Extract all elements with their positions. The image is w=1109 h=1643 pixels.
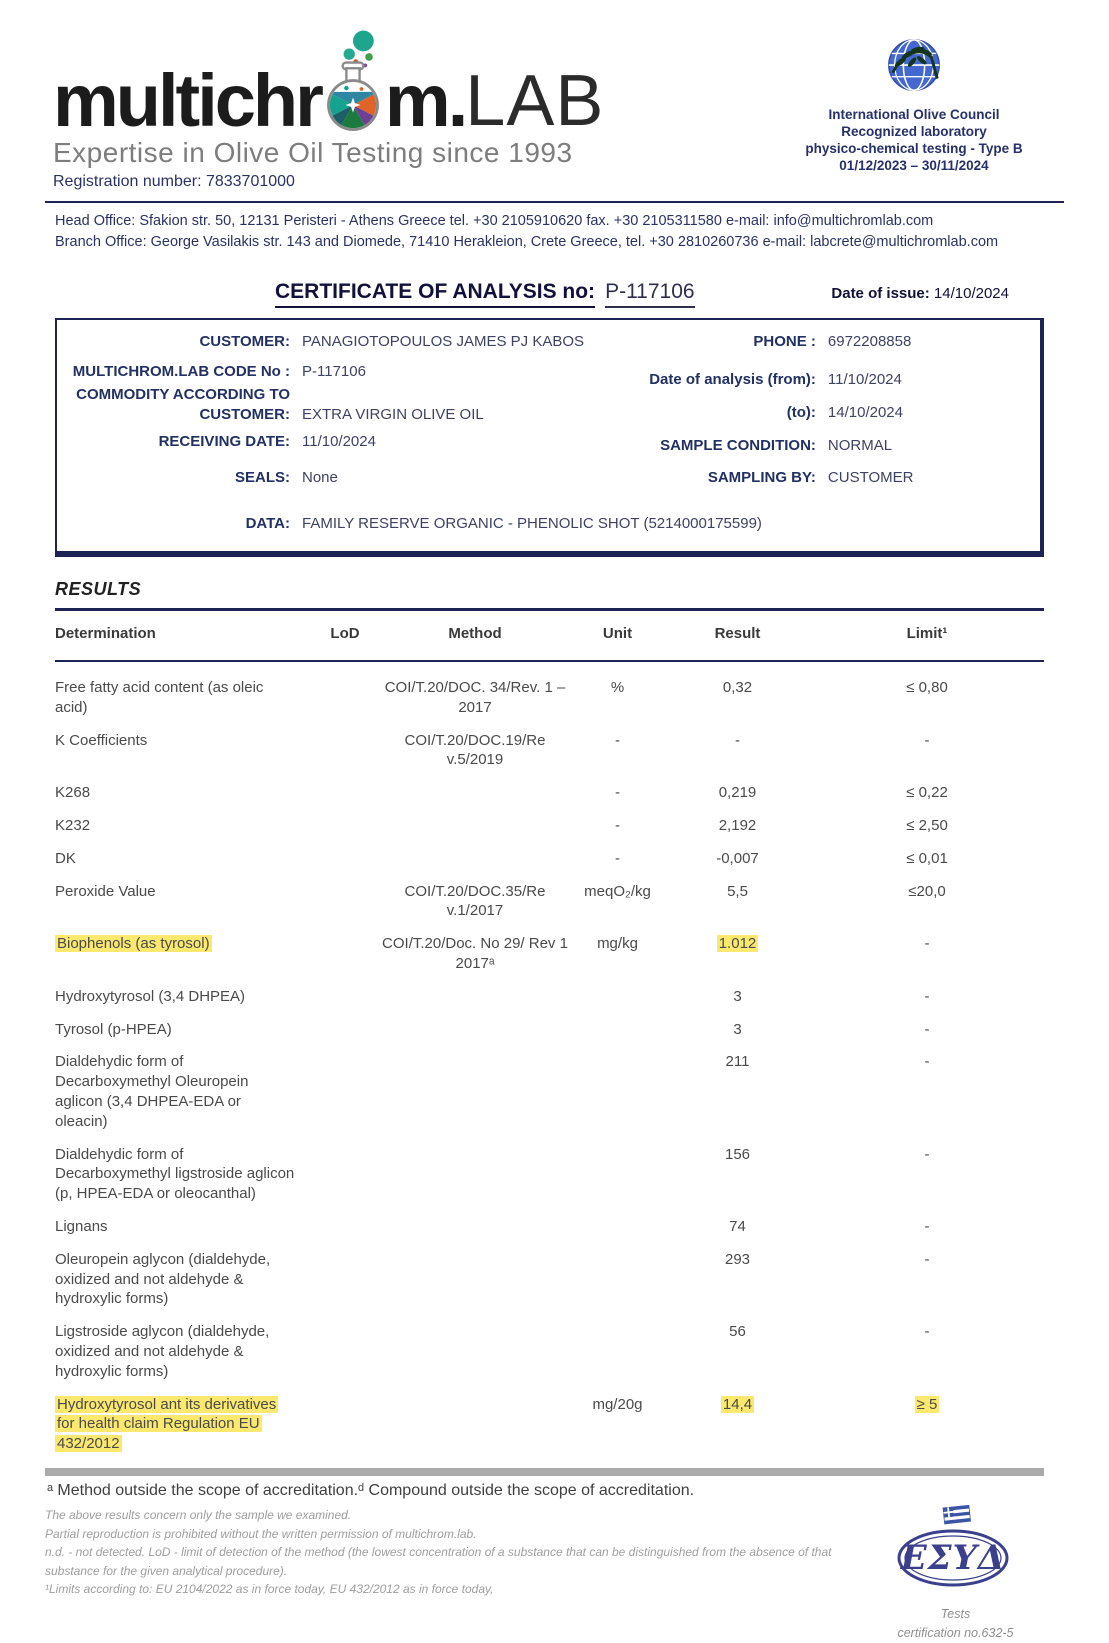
- sampling-by-field: [603, 468, 1024, 488]
- cell-lod: [310, 1395, 380, 1454]
- cell-result: 156: [724, 1145, 751, 1163]
- seals-field: [67, 468, 603, 488]
- cell-lod: [310, 1052, 380, 1131]
- cell-determination: Tyrosol (p-HPEA): [55, 1020, 172, 1038]
- data-label: DATA:: [245, 514, 290, 532]
- cell-result: 74: [729, 1218, 746, 1236]
- cell-result: 293: [724, 1250, 751, 1268]
- cell-method: [380, 849, 570, 869]
- sample-condition-label: SAMPLE CONDITION:: [660, 436, 816, 454]
- commodity-field: [67, 385, 603, 424]
- receiving-date-field: [67, 432, 603, 452]
- esyd-certification: [865, 1506, 1046, 1643]
- logo-tagline: Expertise in Olive Oil Testing since 1993: [53, 136, 573, 168]
- sample-condition-field: [603, 436, 1024, 456]
- data-field: [67, 514, 1024, 534]
- cell-limit: -: [924, 1250, 930, 1268]
- cell-result: 211: [725, 1053, 750, 1071]
- cell-result: 1.012: [718, 935, 757, 953]
- results-table-row: [55, 1145, 1044, 1204]
- seals-label: SEALS:: [234, 468, 290, 486]
- results-table-row: [55, 816, 1044, 836]
- cell-result: 3: [733, 987, 742, 1005]
- cell-determination: K232: [55, 817, 91, 835]
- cell-unit: [570, 1145, 665, 1204]
- cell-lod: [310, 1020, 380, 1040]
- phone-value: 6972208858: [827, 333, 912, 351]
- column-header-method: Method: [448, 625, 502, 643]
- flask-icon: [320, 30, 386, 135]
- results-table-row: [55, 1250, 1044, 1309]
- footer-gray-bar: [45, 1468, 1044, 1476]
- cell-lod: [310, 1250, 380, 1309]
- results-table: [55, 611, 1044, 654]
- cell-limit: ≤ 0,01: [906, 849, 948, 867]
- esyd-caption-line2: certification no.632-5: [897, 1625, 1014, 1640]
- certificate-number: P-117106: [605, 280, 695, 308]
- cell-determination: Hydroxytyrosol ant its derivatives for health claim Regulation EU 432/2012: [57, 1395, 277, 1453]
- cell-lod: [310, 678, 380, 718]
- cell-unit: mg/kg: [597, 935, 638, 953]
- cell-unit: [570, 1322, 665, 1381]
- column-header-unit: Unit: [602, 625, 633, 643]
- column-header-determination: Determination: [55, 625, 156, 643]
- cell-lod: [310, 1217, 380, 1237]
- cell-lod: [310, 731, 380, 771]
- sample-info-box: [55, 318, 1044, 557]
- cell-determination: Peroxide Value: [55, 882, 156, 900]
- cell-determination: K Coefficients: [55, 731, 148, 749]
- cell-unit: %: [610, 679, 625, 697]
- cell-determination: Hydroxytyrosol (3,4 DHPEA): [55, 987, 246, 1005]
- results-section-title: RESULTS: [55, 579, 142, 600]
- analysis-to-value: 14/10/2024: [827, 404, 903, 422]
- cell-determination: Oleuropein aglycon (dialdehyde, oxidized and not aldehyde & hydroxylic forms): [55, 1250, 271, 1308]
- esyd-caption-line1: Tests: [940, 1607, 971, 1621]
- cell-lod: [310, 987, 380, 1007]
- analysis-to-field: [603, 403, 1024, 423]
- results-table-header: [55, 611, 1044, 654]
- cell-unit: -: [615, 731, 620, 749]
- cell-limit: -: [924, 1145, 930, 1163]
- cell-limit: -: [924, 1218, 930, 1236]
- cell-limit: ≤ 0,80: [906, 679, 948, 697]
- cell-determination: Dialdehydic form of Decarboxymethyl ligstroside aglicon (p, HPEA-EDA or oleocanthal): [55, 1145, 295, 1203]
- results-table-body: [55, 662, 1044, 1454]
- multichrom-logo: [45, 30, 604, 191]
- fine-print-line4: ¹Limits according to: EU 2104/2022 as in force today, EU 432/2012 as in force today,: [45, 1582, 494, 1597]
- cell-unit: -: [615, 817, 620, 835]
- cell-method: [380, 1145, 570, 1204]
- sampling-by-value: CUSTOMER: [827, 469, 914, 487]
- cell-result: 3: [733, 1020, 742, 1038]
- cell-method: [380, 1250, 570, 1309]
- cell-lod: [310, 849, 380, 869]
- cell-result: -0,007: [716, 849, 759, 867]
- results-table-row: [55, 882, 1044, 922]
- cell-determination: Dialdehydic form of Decarboxymethyl Oleuropein aglicon (3,4 DHPEA-EDA or oleacin): [55, 1053, 249, 1130]
- cell-limit: -: [924, 1020, 930, 1038]
- phone-label: PHONE :: [753, 333, 816, 351]
- certificate-title: CERTIFICATE OF ANALYSIS no:: [275, 280, 595, 308]
- cell-method: COI/T.20/Doc. No 29/ Rev 1 2017ᵃ: [382, 935, 568, 973]
- analysis-from-field: [603, 370, 1024, 390]
- sampling-by-label: SAMPLING BY:: [707, 469, 816, 487]
- cell-limit: -: [924, 1323, 930, 1341]
- cell-determination: Lignans: [55, 1218, 108, 1236]
- cell-limit: ≤ 2,50: [906, 817, 948, 835]
- head-office-address: Head Office: Sfakion str. 50, 12131 Peristeri - Athens Greece tel. +30 2105910620 fax. +30 2105311580 e-mail: info@multichromlab.com: [55, 212, 934, 229]
- branch-office-address: Branch Office: George Vasilakis str. 143 and Diomede, 71410 Herakleion, Crete Greece, tel. +30 2810260736 e-mail: labcrete@multichromlab.com: [55, 234, 999, 251]
- cell-lod: [310, 934, 380, 974]
- fine-print-line2: Partial reproduction is prohibited without the written permission of multichrom.lab.: [45, 1526, 477, 1541]
- cell-result: 56: [729, 1323, 746, 1341]
- fine-print-line3: n.d. - not detected. LoD - limit of detection of the method (the lowest concentration of a substance that can be distinguished from the absence of that substance for the given analytical procedure).: [45, 1545, 832, 1578]
- cell-unit: [570, 987, 665, 1007]
- results-table-row: [55, 1217, 1044, 1237]
- cell-result: 0,32: [722, 679, 753, 697]
- results-table-row: [55, 1020, 1044, 1040]
- fine-print-line1: The above results concern only the sample we examined.: [45, 1508, 352, 1522]
- accreditation-footnote: ᵃ Method outside the scope of accreditation.ᵈ Compound outside the scope of accreditation.: [47, 1482, 695, 1499]
- cell-unit: [570, 1020, 665, 1040]
- customer-label: CUSTOMER:: [199, 333, 290, 351]
- cell-result: 14,4: [722, 1395, 753, 1413]
- cell-method: [380, 783, 570, 803]
- certificate-title-row: [45, 280, 1064, 308]
- lab-code-label: MULTICHROM.LAB CODE No :: [72, 362, 290, 380]
- results-table-row: [55, 678, 1044, 718]
- customer-value: PANAGIOTOPOULOS JAMES PJ KABOS: [302, 333, 585, 351]
- commodity-label-line1: COMMODITY ACCORDING TO: [76, 386, 290, 404]
- commodity-value: EXTRA VIRGIN OLIVE OIL: [302, 405, 484, 423]
- date-of-issue-value: 14/10/2024: [933, 285, 1009, 303]
- cell-method: [380, 1395, 570, 1454]
- cell-method: [380, 987, 570, 1007]
- cell-method: COI/T.20/DOC.35/Re v.1/2017: [404, 882, 546, 920]
- cell-unit: -: [615, 849, 620, 867]
- results-table-row: [55, 1322, 1044, 1381]
- cell-result: 0,219: [718, 784, 757, 802]
- receiving-date-label: RECEIVING DATE:: [158, 433, 290, 451]
- ioc-line1: International Olive Council: [828, 107, 1000, 122]
- cell-lod: [310, 783, 380, 803]
- ioc-line2: Recognized laboratory: [841, 123, 987, 139]
- cell-method: COI/T.20/DOC.19/Re v.5/2019: [404, 731, 546, 769]
- column-header-limit: Limit¹: [906, 625, 948, 643]
- cell-method: COI/T.20/DOC. 34/Rev. 1 – 2017: [384, 679, 566, 716]
- commodity-label-line2: CUSTOMER:: [199, 405, 290, 423]
- cell-method: [380, 1217, 570, 1237]
- sample-condition-value: NORMAL: [827, 436, 893, 454]
- ioc-recognition: [764, 30, 1064, 175]
- ioc-globe-icon: [883, 85, 945, 102]
- customer-field: [67, 332, 603, 352]
- cell-unit: mg/20g: [592, 1395, 643, 1413]
- cell-lod: [310, 1322, 380, 1381]
- registration-number: Registration number: 7833701000: [53, 172, 295, 190]
- cell-determination: K268: [55, 784, 91, 802]
- cell-method: [380, 816, 570, 836]
- data-value: FAMILY RESERVE ORGANIC - PHENOLIC SHOT (5214000175599): [302, 514, 762, 532]
- column-header-result: Result: [714, 625, 761, 643]
- analysis-from-label: Date of analysis (from):: [649, 370, 816, 388]
- cell-lod: [310, 1145, 380, 1204]
- column-header-lod: LoD: [330, 625, 360, 643]
- results-table-row: [55, 1395, 1044, 1454]
- seals-value: None: [302, 468, 338, 486]
- receiving-date-value: 11/10/2024: [302, 433, 376, 451]
- cell-lod: [310, 882, 380, 922]
- cell-result: -: [735, 731, 740, 749]
- cell-limit: ≤ 0,22: [906, 784, 948, 802]
- cell-determination: Ligstroside aglycon (dialdehyde, oxidized and not aldehyde & hydroxylic forms): [55, 1323, 270, 1380]
- lab-code-field: [67, 362, 603, 382]
- cell-lod: [310, 816, 380, 836]
- results-table-row: [55, 987, 1044, 1007]
- logo-text-left: multichr: [53, 58, 321, 142]
- ioc-line3: physico-chemical testing - Type B: [805, 140, 1023, 156]
- results-table-row: [55, 783, 1044, 803]
- cell-limit: -: [924, 731, 930, 749]
- analysis-to-label: (to):: [786, 404, 816, 422]
- ioc-line4: 01/12/2023 – 30/11/2024: [839, 157, 989, 173]
- cell-limit: -: [924, 987, 930, 1005]
- cell-result: 2,192: [718, 817, 757, 835]
- cell-unit: -: [615, 784, 620, 802]
- cell-determination: DK: [55, 849, 76, 867]
- cell-limit: ≥ 5: [916, 1395, 938, 1413]
- results-table-row: [55, 731, 1044, 771]
- svg-text:ΕΣΥΔ: ΕΣΥΔ: [900, 1538, 1005, 1578]
- results-table-row: [55, 849, 1044, 869]
- cell-method: [380, 1322, 570, 1381]
- logo-text-mid: m.: [384, 58, 466, 142]
- logo-text-lab: LAB: [465, 61, 605, 142]
- cell-unit: [570, 1217, 665, 1237]
- cell-unit: meqO₂/kg: [584, 882, 651, 900]
- greek-flag-icon: [943, 1505, 971, 1524]
- esyd-logo: [881, 1538, 1031, 1602]
- date-of-issue-label: Date of issue:: [831, 285, 930, 303]
- lab-code-value: P-117106: [302, 362, 366, 380]
- cell-unit: [570, 1250, 665, 1309]
- fine-print: [45, 1506, 865, 1643]
- cell-method: [380, 1020, 570, 1040]
- cell-result: 5,5: [727, 882, 748, 900]
- results-table-row: [55, 1052, 1044, 1131]
- analysis-from-value: 11/10/2024: [827, 370, 902, 388]
- cell-determination: Biophenols (as tyrosol): [57, 935, 210, 953]
- cell-method: [380, 1052, 570, 1131]
- header-divider: [45, 201, 1064, 203]
- cell-determination: Free fatty acid content (as oleic acid): [55, 679, 264, 716]
- results-table-row: [55, 934, 1044, 974]
- cell-limit: ≤20,0: [908, 882, 946, 900]
- cell-unit: [570, 1052, 665, 1131]
- phone-field: [603, 332, 1024, 352]
- cell-limit: -: [924, 1053, 930, 1071]
- header: [45, 30, 1064, 191]
- cell-limit: -: [924, 935, 930, 953]
